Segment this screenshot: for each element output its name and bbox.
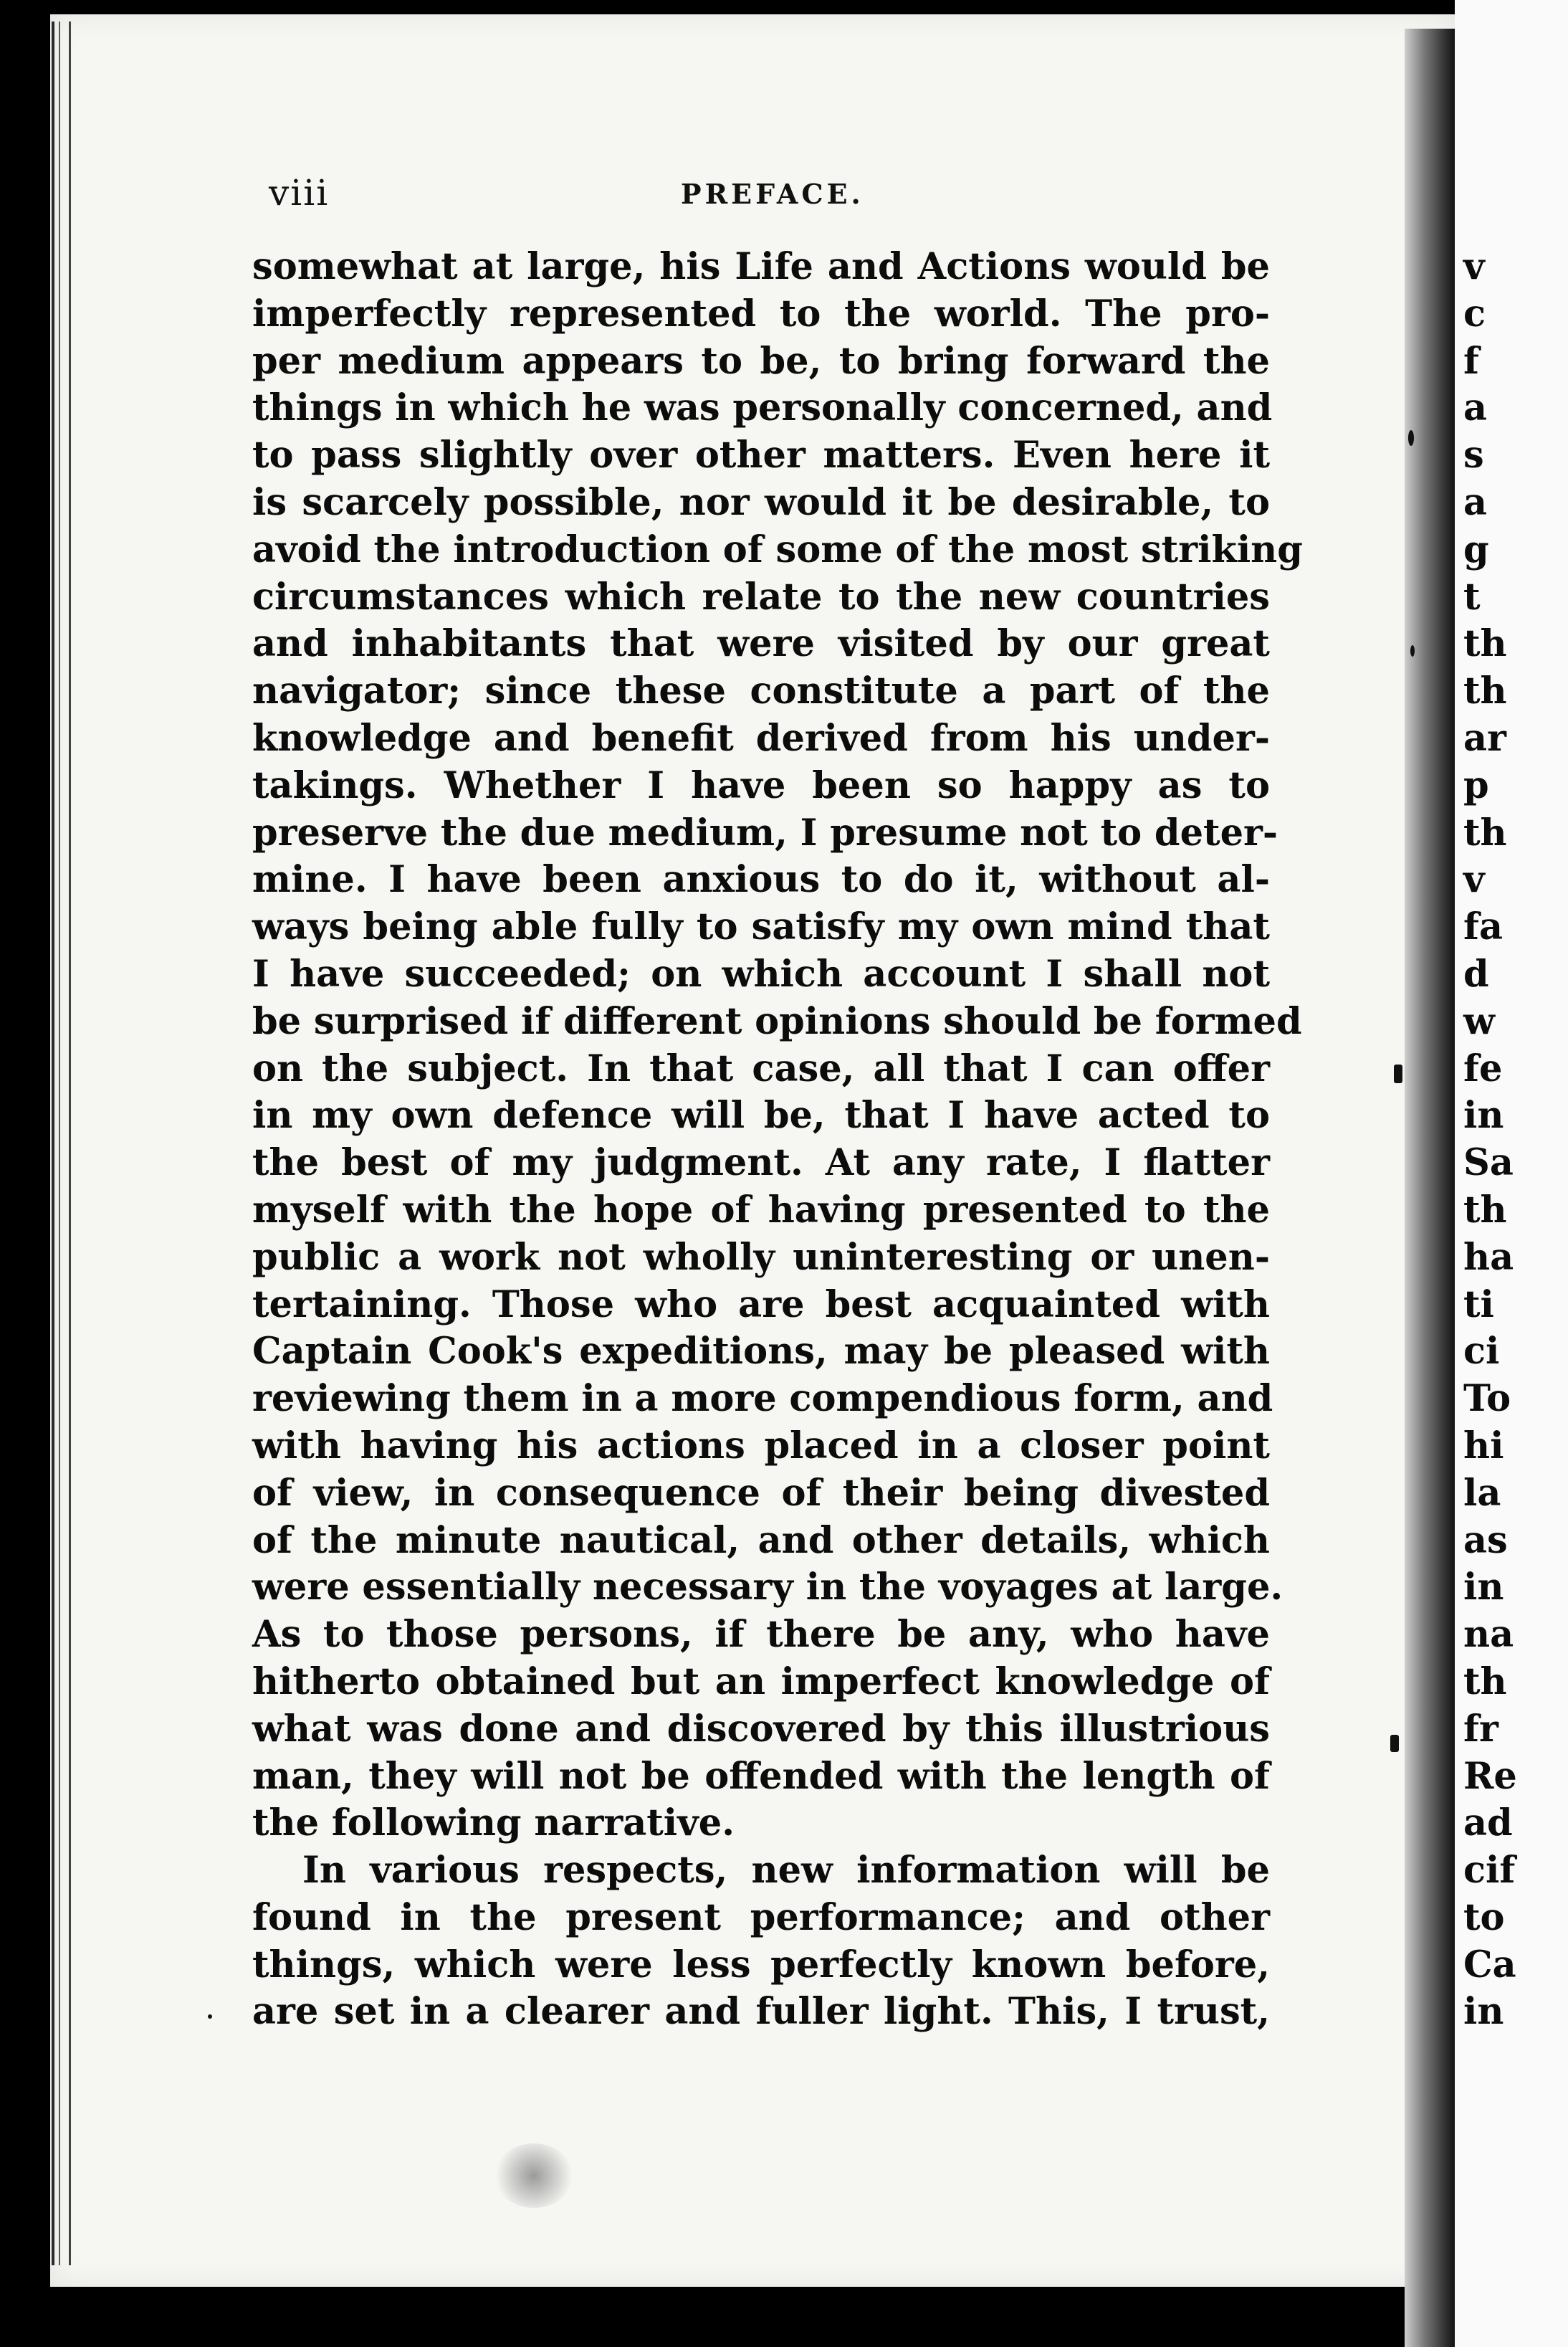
running-title: PREFACE. (681, 178, 864, 210)
text-line: I have succeeded; on which account I shall not (252, 952, 1270, 996)
page-smudge (494, 2143, 573, 2208)
book-gutter (1405, 29, 1455, 2347)
facing-line-fragment: t (1463, 575, 1481, 619)
margin-speck (208, 2014, 212, 2019)
text-line: are set in a clearer and fuller light. This, I trust, (252, 1990, 1270, 2034)
text-line: things, which were less perfectly known before, (252, 1943, 1270, 1986)
page-number: viii (269, 172, 330, 214)
text-line: circumstances which relate to the new countries (252, 575, 1270, 619)
facing-line-fragment: in (1463, 1094, 1504, 1138)
facing-line-fragment: a (1463, 386, 1488, 430)
text-line: found in the present performance; and other (252, 1895, 1270, 1939)
running-head (269, 172, 1272, 222)
facing-line-fragment: fe (1463, 1047, 1503, 1090)
facing-line-fragment: ci (1463, 1330, 1500, 1374)
margin-speck (1408, 430, 1414, 446)
text-line: As to those persons, if there be any, who have (252, 1613, 1270, 1657)
facing-line-fragment: Ca (1463, 1943, 1516, 1986)
text-line: Captain Cook's expeditions, may be pleased with (252, 1330, 1270, 1374)
facing-line-fragment: ha (1463, 1235, 1514, 1279)
text-line: were essentially necessary in the voyages at large. (252, 1566, 1283, 1609)
facing-line-fragment: v (1463, 245, 1485, 288)
facing-line-fragment: Re (1463, 1754, 1517, 1798)
facing-line-fragment: cif (1463, 1849, 1516, 1893)
text-line: reviewing them in a more compendious form, and (252, 1377, 1273, 1421)
facing-line-fragment: ad (1463, 1801, 1513, 1845)
text-line: the best of my judgment. At any rate, I flatter (252, 1141, 1270, 1185)
facing-line-fragment: la (1463, 1471, 1501, 1515)
text-line: per medium appears to be, to bring forward the (252, 339, 1270, 383)
page-edge-line (69, 22, 71, 2265)
facing-page-fragment (1455, 0, 1568, 2347)
text-line: public a work not wholly uninteresting or unen- (252, 1235, 1270, 1279)
facing-line-fragment: To (1463, 1377, 1511, 1421)
text-line: In various respects, new information will be (302, 1849, 1270, 1893)
text-line: is scarcely possible, nor would it be desirable, to (252, 480, 1270, 524)
text-line: preserve the due medium, I presume not to deter- (252, 811, 1278, 854)
facing-line-fragment: g (1463, 528, 1489, 571)
page-edge-line (52, 22, 54, 2265)
text-line: myself with the hope of having presented to the (252, 1188, 1270, 1232)
facing-line-fragment: ar (1463, 716, 1506, 760)
text-line: be surprised if different opinions should be formed (252, 999, 1302, 1043)
text-line: man, they will not be offended with the length of (252, 1754, 1270, 1798)
facing-line-fragment: f (1463, 339, 1479, 383)
text-line: of view, in consequence of their being divested (252, 1471, 1270, 1515)
text-line: mine. I have been anxious to do it, without al- (252, 858, 1270, 902)
margin-speck (1394, 1065, 1402, 1083)
facing-line-fragment: hi (1463, 1424, 1504, 1467)
text-line: tertaining. Those who are best acquainted with (252, 1282, 1270, 1326)
facing-line-fragment: ti (1463, 1282, 1494, 1326)
facing-line-fragment: in (1463, 1566, 1504, 1609)
text-line: hitherto obtained but an imperfect knowledge of (252, 1660, 1270, 1703)
text-line: of the minute nautical, and other details, which (252, 1518, 1270, 1562)
text-line: imperfectly represented to the world. The pro- (252, 292, 1270, 335)
text-line: things in which he was personally concerned, and (252, 386, 1273, 430)
text-line: navigator; since these constitute a part of the (252, 670, 1270, 713)
body-text (252, 244, 1303, 2036)
facing-line-fragment: in (1463, 1990, 1504, 2034)
facing-line-fragment: na (1463, 1613, 1514, 1657)
text-line: with having his actions placed in a closer point (252, 1424, 1270, 1467)
text-line: to pass slightly over other matters. Even here it (252, 434, 1270, 477)
facing-line-fragment: to (1463, 1895, 1505, 1939)
facing-line-fragment: th (1463, 622, 1507, 666)
text-line: somewhat at large, his Life and Actions would be (252, 245, 1270, 288)
facing-line-fragment: p (1463, 763, 1489, 807)
text-line: and inhabitants that were visited by our great (252, 622, 1270, 666)
text-line: takings. Whether I have been so happy as to (252, 763, 1270, 807)
facing-line-fragment: th (1463, 811, 1507, 854)
facing-line-fragment: d (1463, 952, 1489, 996)
facing-line-fragment: th (1463, 670, 1507, 713)
facing-line-fragment: s (1463, 434, 1484, 477)
text-line: what was done and discovered by this illustrious (252, 1707, 1270, 1751)
facing-line-fragment: as (1463, 1518, 1508, 1562)
facing-line-fragment: th (1463, 1660, 1507, 1703)
facing-page-text (1463, 244, 1517, 2036)
margin-speck (1390, 1735, 1399, 1752)
text-line: avoid the introduction of some of the most striking (252, 528, 1303, 571)
facing-line-fragment: v (1463, 858, 1485, 902)
facing-line-fragment: fr (1463, 1707, 1498, 1751)
text-line: the following narrative. (252, 1801, 735, 1845)
margin-speck (1410, 645, 1415, 657)
facing-line-fragment: th (1463, 1188, 1507, 1232)
text-line: on the subject. In that case, all that I can offer (252, 1047, 1270, 1090)
text-line: in my own defence will be, that I have acted to (252, 1094, 1270, 1138)
facing-line-fragment: fa (1463, 905, 1503, 949)
facing-line-fragment: c (1463, 292, 1486, 335)
facing-line-fragment: a (1463, 480, 1488, 524)
facing-line-fragment: Sa (1463, 1141, 1514, 1185)
page-edge-line (59, 22, 60, 2265)
text-line: knowledge and benefit derived from his under- (252, 716, 1270, 760)
facing-line-fragment: w (1463, 999, 1495, 1043)
text-line: ways being able fully to satisfy my own mind that (252, 905, 1270, 949)
